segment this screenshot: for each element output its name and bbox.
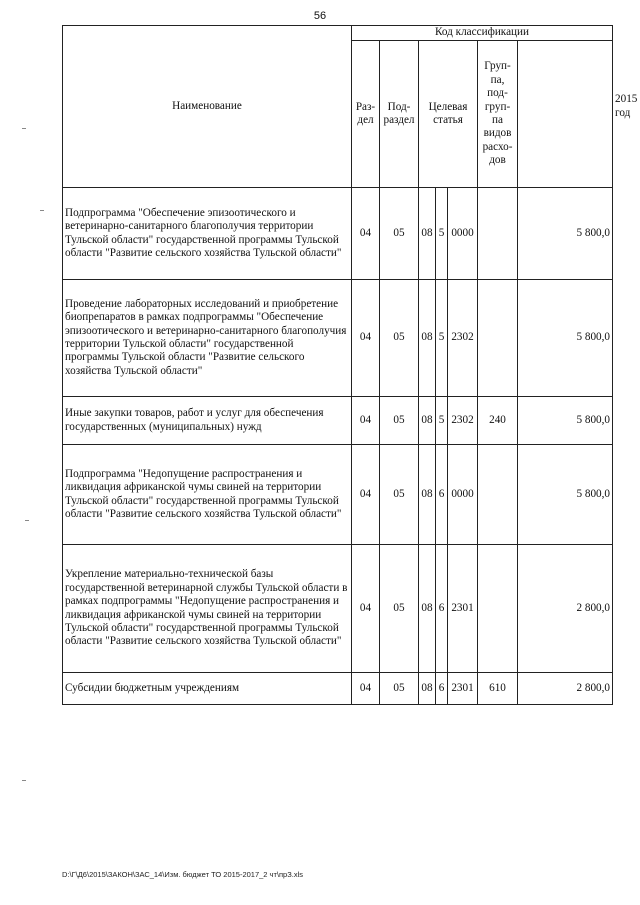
row-group <box>478 280 518 397</box>
row-name: Подпрограмма "Недопущение распространения и ликвидация африканской чумы свиней на территории Тульской области" государственной программы Тульской области "Развитие сельского хозяйства Тульской области" <box>63 445 352 545</box>
row-amount: 2 800,0 <box>518 545 613 673</box>
row-target-direction: 0000 <box>448 445 478 545</box>
row-target-direction: 2302 <box>448 397 478 445</box>
row-target-direction: 0000 <box>448 188 478 280</box>
row-razdel: 04 <box>352 673 380 705</box>
row-target-direction: 2302 <box>448 280 478 397</box>
row-amount: 2 800,0 <box>518 673 613 705</box>
table-body <box>63 188 613 705</box>
budget-table <box>62 25 638 705</box>
row-podrazdel: 05 <box>380 545 419 673</box>
row-name: Субсидии бюджетным учреждениям <box>63 673 352 705</box>
row-target-program: 08 <box>419 397 436 445</box>
row-razdel: 04 <box>352 445 380 545</box>
row-target-subprogram: 5 <box>436 397 448 445</box>
row-target-direction: 2301 <box>448 673 478 705</box>
row-target-direction: 2301 <box>448 545 478 673</box>
row-group: 240 <box>478 397 518 445</box>
header-name: Наименование <box>63 26 352 188</box>
page-number: 56 <box>313 10 327 22</box>
row-group: 610 <box>478 673 518 705</box>
row-amount: 5 800,0 <box>518 445 613 545</box>
scan-mark <box>22 128 26 129</box>
row-target-subprogram: 5 <box>436 188 448 280</box>
header-group: Груп- па, под- груп- па видов расхо- дов <box>478 41 518 188</box>
row-target-program: 08 <box>419 445 436 545</box>
row-group <box>478 545 518 673</box>
row-amount: 5 800,0 <box>518 188 613 280</box>
row-group <box>478 445 518 545</box>
row-target-program: 08 <box>419 545 436 673</box>
table-row <box>63 545 613 673</box>
row-target-program: 08 <box>419 280 436 397</box>
header-row: Наименование Код классификации 2015 год <box>63 26 613 41</box>
scan-mark <box>22 780 26 781</box>
header-target: Целевая статья <box>419 41 478 188</box>
row-target-subprogram: 6 <box>436 673 448 705</box>
table-row <box>63 673 613 705</box>
table-row <box>63 445 613 545</box>
file-path-footer: D:\Г\Д6\2015\ЗАКОН\ЗАС_14\Изм. бюджет ТО 2015-2017_2 чт\прЗ.xls <box>62 870 303 879</box>
table-row <box>63 280 613 397</box>
row-name: Проведение лабораторных исследований и приобретение биопрепаратов в рамках подпрограммы "Обеспечение эпизоотического и ветеринарно-санитарного благополучия территории Тульской области" государственной программы Тульской области "Развитие сельского хозяйства Тульской области" <box>63 280 352 397</box>
header-razdel: Раз- дел <box>352 41 380 188</box>
row-target-program: 08 <box>419 188 436 280</box>
table-row <box>63 397 613 445</box>
row-podrazdel: 05 <box>380 445 419 545</box>
row-group <box>478 188 518 280</box>
row-podrazdel: 05 <box>380 673 419 705</box>
row-razdel: 04 <box>352 280 380 397</box>
row-target-subprogram: 5 <box>436 280 448 397</box>
row-amount: 5 800,0 <box>518 280 613 397</box>
row-name: Иные закупки товаров, работ и услуг для обеспечения государственных (муниципальных) нужд <box>63 397 352 445</box>
row-name: Подпрограмма "Обеспечение эпизоотического и ветеринарно-санитарного благополучия территории Тульской области" государственной программы Тульской области "Развитие сельского хозяйства Тульской области" <box>63 188 352 280</box>
row-target-subprogram: 6 <box>436 545 448 673</box>
row-podrazdel: 05 <box>380 280 419 397</box>
row-name: Укрепление материально-технической базы государственной ветеринарной службы Тульской области в рамках подпрограммы "Недопущение распространения и ликвидация африканской чумы свиней на территории Тульской области" государственной программы Тульской области "Развитие сельского хозяйства Тульской области" <box>63 545 352 673</box>
row-razdel: 04 <box>352 397 380 445</box>
scan-mark <box>40 210 44 211</box>
row-podrazdel: 05 <box>380 188 419 280</box>
row-razdel: 04 <box>352 545 380 673</box>
header-code: Код классификации <box>352 26 613 41</box>
row-amount: 5 800,0 <box>518 397 613 445</box>
header-podrazdel: Под- раздел <box>380 41 419 188</box>
row-podrazdel: 05 <box>380 397 419 445</box>
table-row <box>63 188 613 280</box>
scan-mark <box>25 520 29 521</box>
row-target-program: 08 <box>419 673 436 705</box>
row-target-subprogram: 6 <box>436 445 448 545</box>
row-razdel: 04 <box>352 188 380 280</box>
